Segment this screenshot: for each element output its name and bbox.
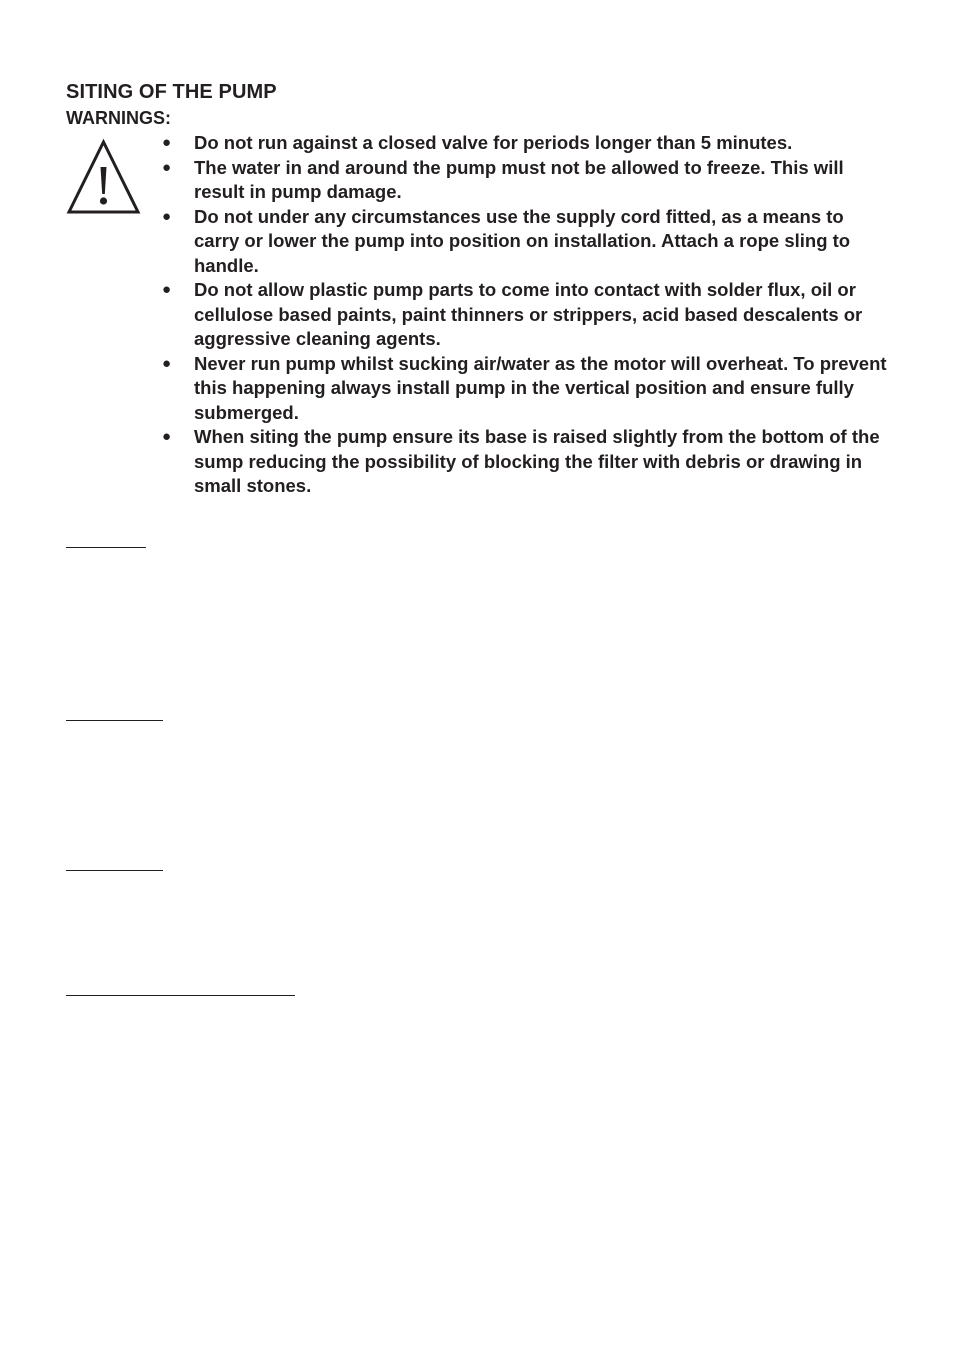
warning-text: The water in and around the pump must not be allowed to freeze. This will result in pump damage.	[194, 156, 844, 202]
warning-list	[160, 131, 890, 499]
warning-item	[160, 131, 890, 156]
warning-text: Do not allow plastic pump parts to come into contact with solder flux, oil or cellulose based paints, paint thinners or strippers, acid based descalents or aggressive cleaning agents.	[194, 279, 863, 349]
warning-item	[160, 352, 890, 426]
warning-text: Do not run against a closed valve for periods longer than 5 minutes.	[194, 132, 793, 153]
bullet: ●	[162, 207, 172, 225]
warning-triangle-icon	[66, 139, 141, 215]
warning-text: Never run pump whilst sucking air/water as the motor will overheat. To prevent this happening always install pump in the vertical position and ensure fully submerged.	[194, 352, 887, 423]
bullet: ●	[162, 428, 172, 445]
warning-item	[160, 278, 890, 352]
warnings-label: WARNINGS:	[66, 108, 171, 128]
heading-underline	[66, 995, 295, 996]
bullet: ●	[162, 354, 172, 372]
bullet: ●	[162, 134, 172, 151]
warning-item	[160, 425, 890, 499]
warning-text: When siting the pump ensure its base is raised slightly from the bottom of the sump reducing the possibility of blocking the filter with debris or drawing in small stones.	[194, 426, 880, 496]
bullet: ●	[162, 281, 172, 298]
heading-underline	[66, 870, 163, 871]
bullet: ●	[162, 158, 172, 176]
heading-underline	[66, 720, 163, 721]
warning-item	[160, 205, 890, 279]
heading-underline	[66, 547, 146, 548]
warning-item	[160, 156, 890, 205]
page-title: SITING OF THE PUMP	[66, 81, 277, 103]
warning-text: Do not under any circumstances use the supply cord fitted, as a means to carry or lower the pump into position on installation. Attach a rope sling to handle.	[194, 205, 851, 276]
